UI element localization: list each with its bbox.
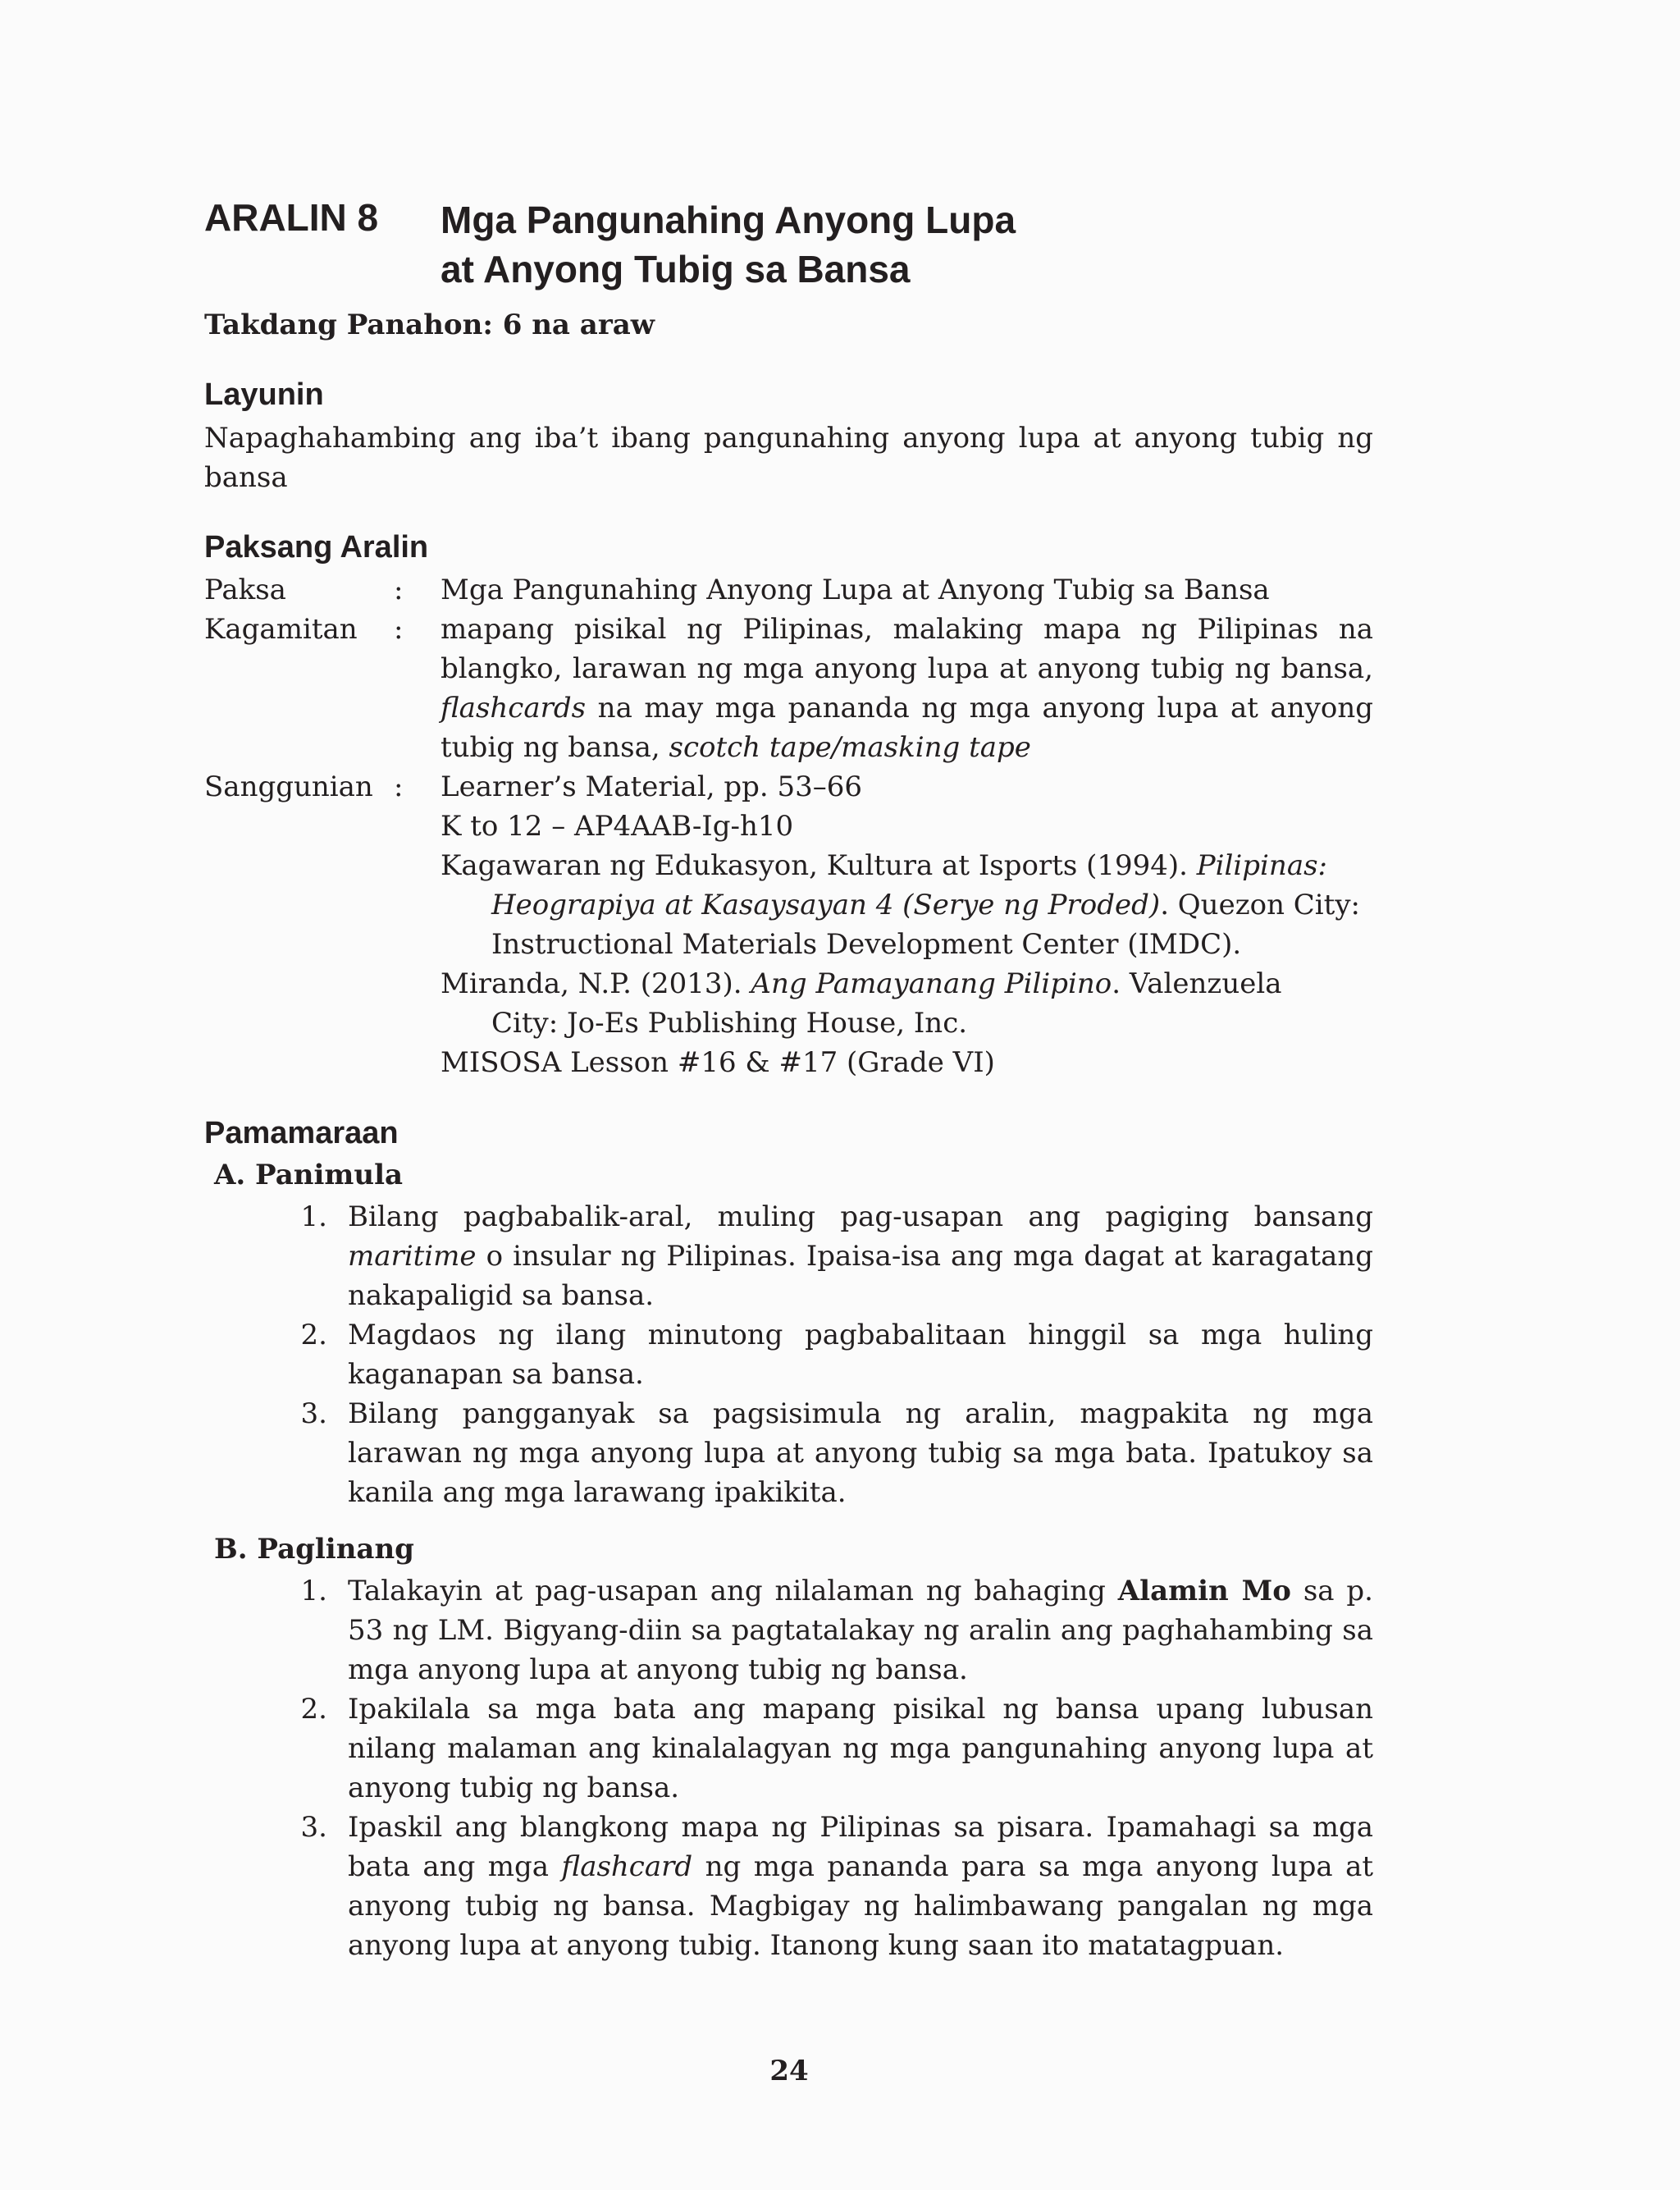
colon: : [394, 613, 404, 646]
lesson-title [441, 195, 1425, 294]
materials-label: Kagamitan [204, 613, 358, 646]
section-b-label: B. Paglinang [214, 1533, 414, 1566]
time-allotment: Takdang Panahon: 6 na araw [204, 309, 655, 341]
subject-matter-heading: Paksang Aralin [204, 530, 429, 565]
section-a-label: A. Panimula [214, 1159, 404, 1191]
procedure-heading: Pamamaraan [204, 1116, 399, 1150]
lesson-title-line1: Mga Pangunahing Anyong Lupa [441, 199, 1016, 241]
materials-value: mapang pisikal ng Pilipinas, malaking mapa ng Pilipinas na blangko, larawan ng mga anyong lupa at anyong tubig ng bansa, flashcards na may mga pananda ng mga anyong lupa at anyong tubig ng bansa, scotch tape/masking tape [441, 613, 1373, 764]
colon: : [394, 770, 404, 803]
topic-value: Mga Pangunahing Anyong Lupa at Anyong Tubig sa Bansa [441, 574, 1270, 606]
reference-1: Learner’s Material, pp. 53–66 [441, 770, 862, 803]
objective-heading: Layunin [204, 377, 324, 412]
colon: : [394, 574, 404, 606]
reference-2: K to 12 – AP4AAB-Ig-h10 [441, 810, 794, 843]
reference-4: Miranda, N.P. (2013). Ang Pamayanang Pilipino. Valenzuela City: Jo-Es Publishing House, Inc. [441, 967, 1282, 1040]
lesson-number: ARALIN 8 [204, 196, 379, 239]
topic-label: Paksa [204, 574, 286, 606]
lesson-title-line2: at Anyong Tubig sa Bansa [441, 248, 911, 290]
references-label: Sanggunian [204, 770, 373, 803]
reference-5: MISOSA Lesson #16 & #17 (Grade VI) [441, 1046, 995, 1079]
page-number: 24 [769, 2055, 809, 2087]
objective-text: Napaghahambing ang iba’t ibang pangunahing anyong lupa at anyong tubig ng bansa [204, 422, 1373, 494]
reference-3: Kagawaran ng Edukasyon, Kultura at Isports (1994). Pilipinas: Heograpiya at Kasaysayan 4 (Serye ng Proded). Quezon City: Instructional Materials Development Center (IMDC). [441, 849, 1360, 961]
